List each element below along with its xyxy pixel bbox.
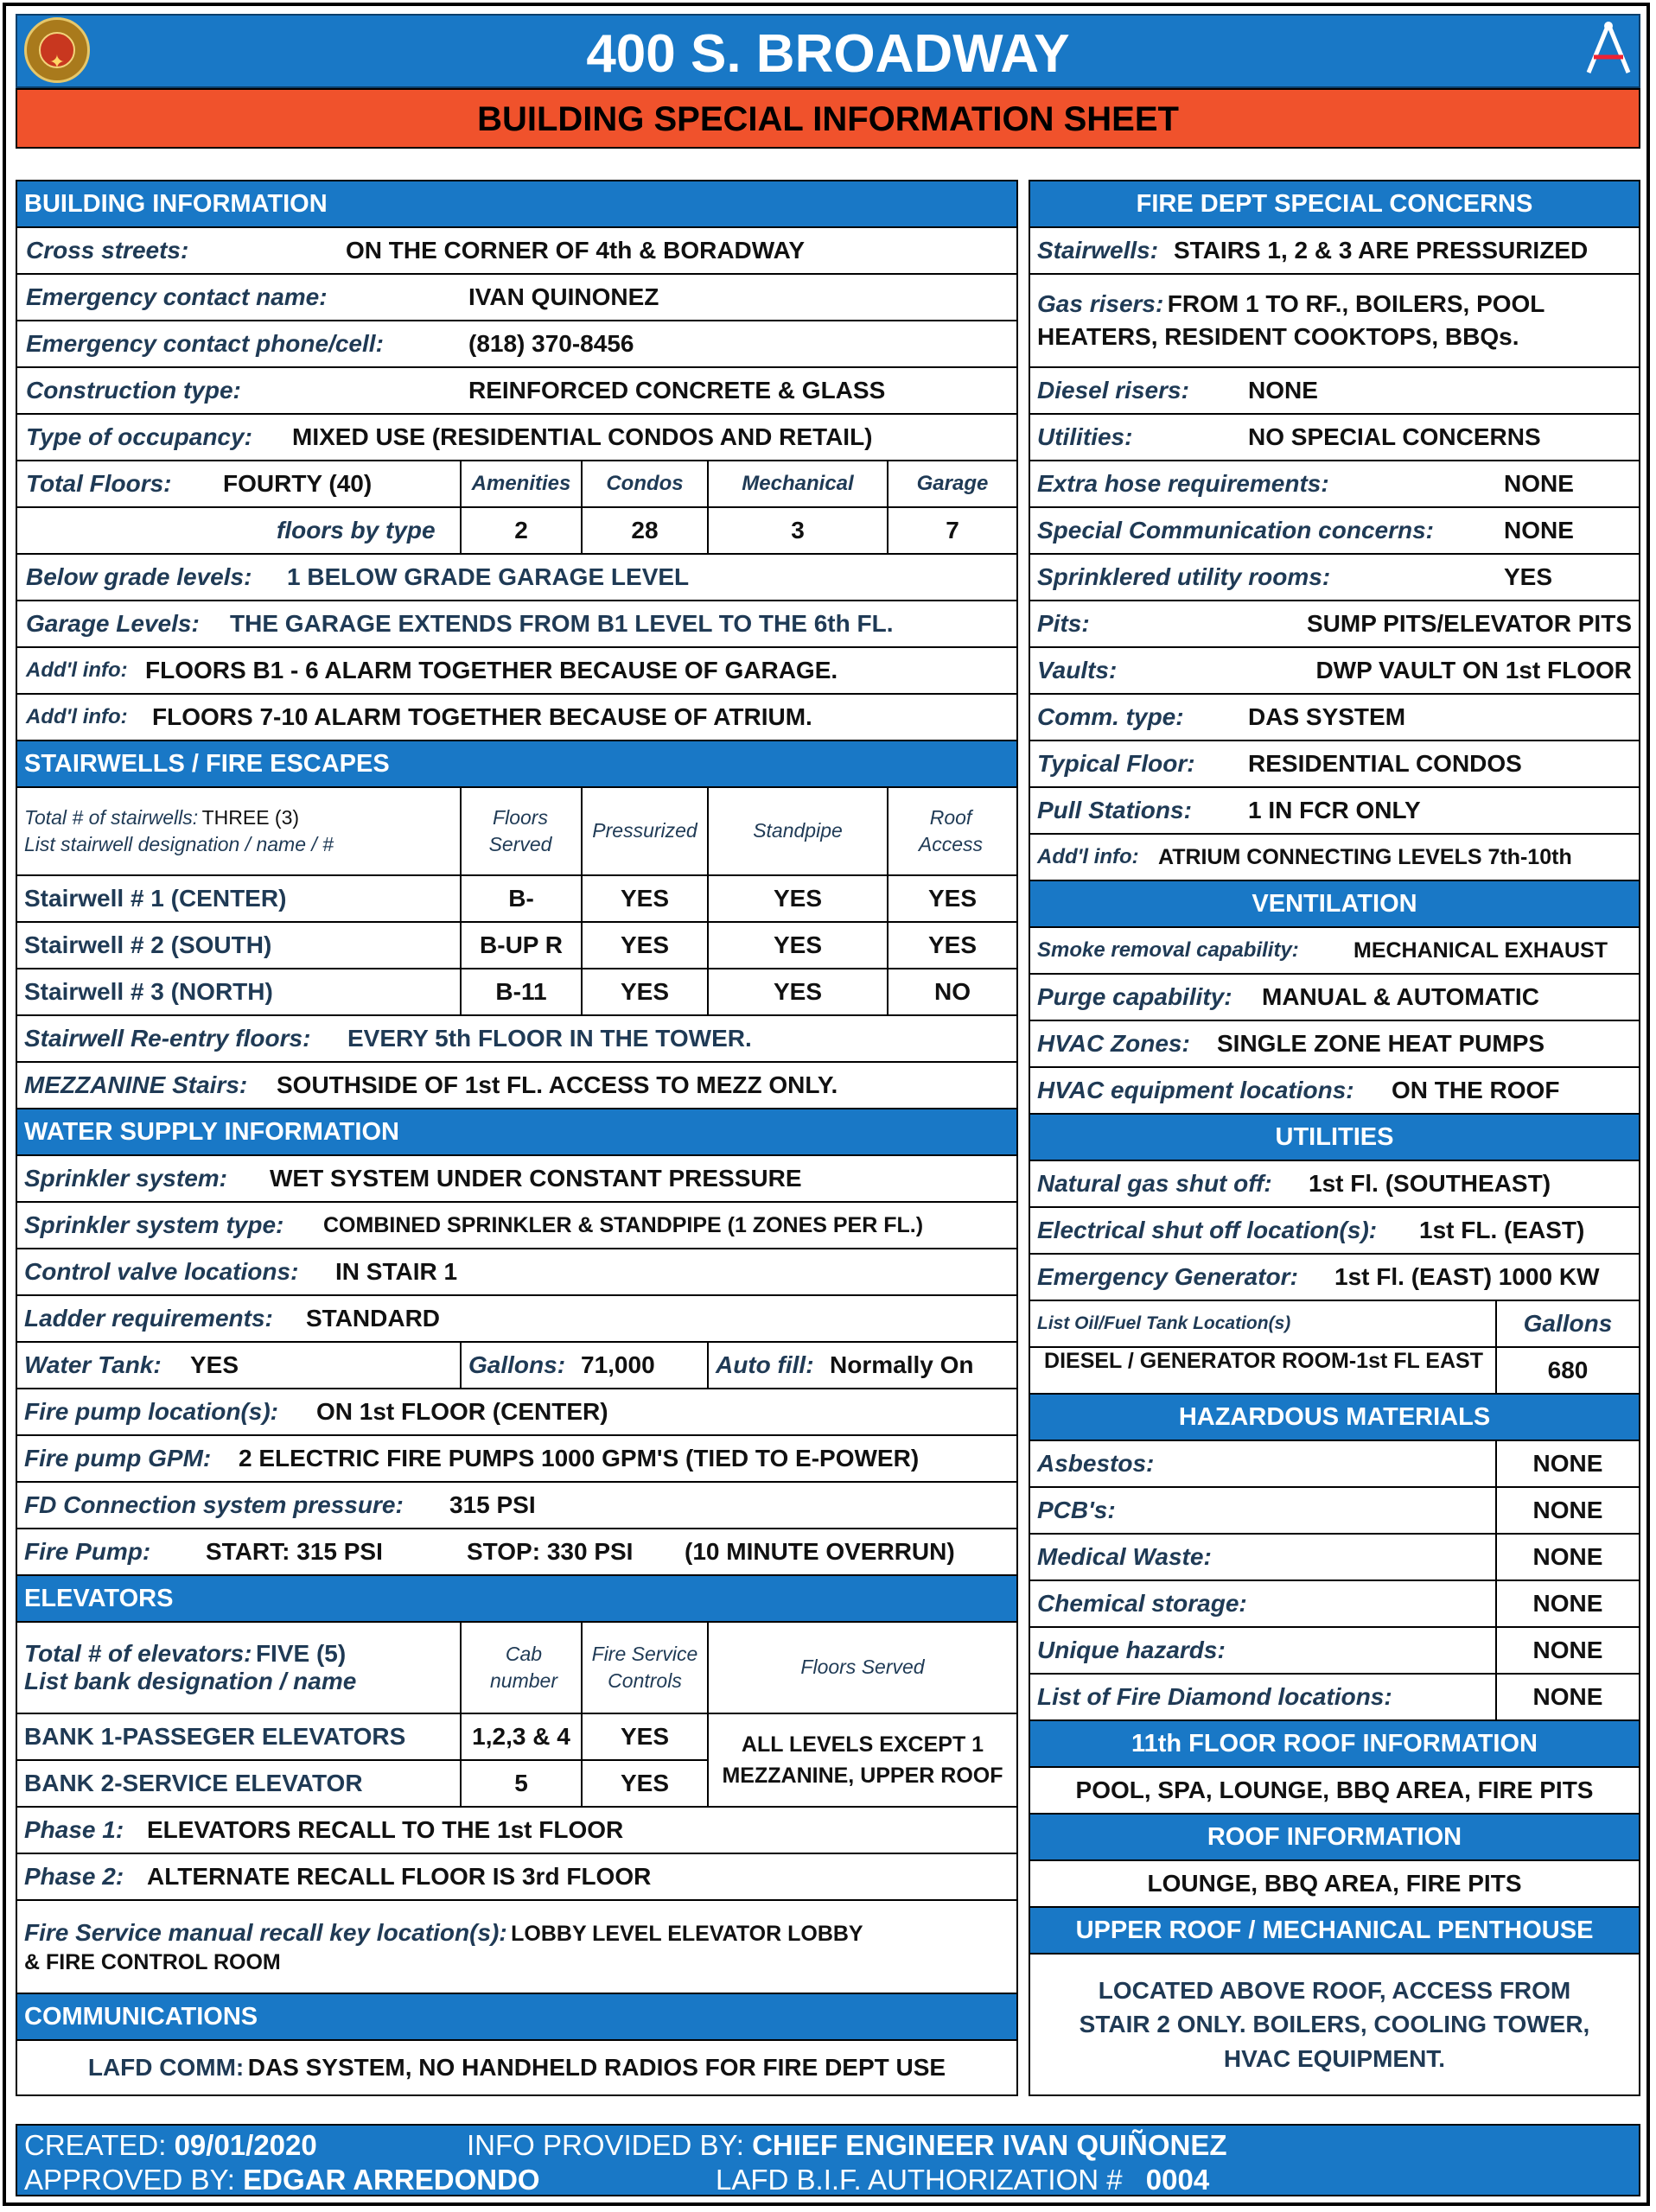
hazmat-row <box>1030 1581 1639 1628</box>
gas-shutoff-row <box>1030 1161 1639 1208</box>
label: Sprinkler system type: <box>24 1211 284 1238</box>
value: NONE <box>1532 1637 1603 1663</box>
garage-levels-row <box>17 601 1016 648</box>
section-utilities <box>1030 1115 1639 1161</box>
stairwell-row-3 <box>17 969 1016 1016</box>
section-11th-floor-roof <box>1030 1721 1639 1768</box>
sprinkler-row <box>17 1156 1016 1203</box>
vaults-row <box>1030 648 1639 695</box>
pressurized: YES <box>620 931 670 958</box>
label: HVAC equipment locations: <box>1037 1077 1354 1103</box>
fuel-tank-header-row <box>1030 1301 1639 1348</box>
start-value: START: 315 PSI <box>206 1538 383 1565</box>
label: Phase 1: <box>24 1816 124 1843</box>
hazmat-row <box>1030 1488 1639 1535</box>
hazmat-row <box>1030 1675 1639 1721</box>
mezzanine-row <box>17 1063 1016 1109</box>
label: Fire pump location(s): <box>24 1398 278 1425</box>
section-title: UPPER ROOF / MECHANICAL PENTHOUSE <box>1075 1916 1594 1944</box>
header-condos: Condos <box>606 472 684 495</box>
phase1-row <box>17 1808 1016 1854</box>
value-amenities: 2 <box>514 517 528 543</box>
pressurized: YES <box>620 885 670 912</box>
label: Gas risers: <box>1037 290 1164 317</box>
fire-tools-icon <box>1578 19 1639 81</box>
value: ATRIUM CONNECTING LEVELS 7th-10th <box>1158 844 1572 869</box>
section-ventilation <box>1030 881 1639 928</box>
value: ON 1st FLOOR (CENTER) <box>316 1398 608 1425</box>
value-mechanical: 3 <box>791 517 805 543</box>
label: Emergency Generator: <box>1037 1263 1298 1290</box>
label: Comm. type: <box>1037 703 1184 730</box>
label: Asbestos: <box>1037 1450 1155 1477</box>
value-line-3: HVAC EQUIPMENT. <box>1223 2044 1446 2072</box>
value: ON THE ROOF <box>1392 1077 1560 1103</box>
elevator-total-value: FIVE (5) <box>255 1640 347 1667</box>
value-line-1: LOCATED ABOVE ROOF, ACCESS FROM <box>1098 1977 1571 2005</box>
roof-row <box>1030 1861 1639 1908</box>
stairwell-list-label: List stairwell designation / name / # <box>24 833 334 855</box>
label: Unique hazards: <box>1037 1637 1226 1663</box>
gallons-header: Gallons <box>1523 1310 1613 1337</box>
construction-row <box>17 368 1016 415</box>
label: Pits: <box>1037 610 1090 637</box>
roof-access: YES <box>927 931 978 958</box>
value: NONE <box>1532 1543 1603 1570</box>
label: Water Tank: <box>24 1351 162 1378</box>
header-bar <box>16 14 1640 88</box>
standpipe: YES <box>773 978 823 1005</box>
pull-stations-row <box>1030 788 1639 835</box>
control-valve-row <box>17 1249 1016 1296</box>
value: LOUNGE, BBQ AREA, FIRE PITS <box>1147 1870 1522 1897</box>
value: MECHANICAL EXHAUST <box>1353 938 1608 963</box>
stairwell-name: Stairwell # 1 (CENTER) <box>24 885 287 912</box>
roof-access: YES <box>927 885 978 912</box>
value: 2 ELECTRIC FIRE PUMPS 1000 GPM'S (TIED TO E-POWER) <box>239 1445 920 1471</box>
cab-number: 5 <box>514 1770 528 1796</box>
smoke-removal-row <box>1030 928 1639 975</box>
approved-label: APPROVED BY: <box>24 2164 235 2196</box>
elevator-list-label: List bank designation / name <box>24 1668 357 1694</box>
label: Vaults: <box>1037 657 1118 683</box>
label: Add'l info: <box>26 658 128 682</box>
value: FOURTY (40) <box>223 470 373 497</box>
overrun-value: (10 MINUTE OVERRUN) <box>685 1538 955 1565</box>
11th-floor-row <box>1030 1768 1639 1815</box>
label: LAFD COMM: <box>87 2054 245 2081</box>
section-elevators <box>17 1576 1016 1623</box>
value-line-1: FROM 1 TO RF., BOILERS, POOL <box>1167 290 1545 317</box>
label: Stairwell Re-entry floors: <box>24 1025 311 1052</box>
value: REINFORCED CONCRETE & GLASS <box>468 377 886 404</box>
gas-risers-row <box>1030 275 1639 368</box>
section-title: VENTILATION <box>1252 889 1417 918</box>
fire-pump-row <box>17 1529 1016 1576</box>
fuel-tank-row <box>1030 1348 1639 1395</box>
label: Stairwells: <box>1037 237 1159 264</box>
section-title: HAZARDOUS MATERIALS <box>1178 1402 1491 1431</box>
value: WET SYSTEM UNDER CONSTANT PRESSURE <box>270 1165 802 1192</box>
value: MIXED USE (RESIDENTIAL CONDOS AND RETAIL) <box>292 423 873 450</box>
left-column <box>16 180 1018 2096</box>
value-garage: 7 <box>946 517 959 543</box>
fire-service-controls: YES <box>620 1770 670 1796</box>
value: FLOORS B1 - 6 ALARM TOGETHER BECAUSE OF GARAGE. <box>145 657 838 683</box>
elevator-floors-served: ALL LEVELS EXCEPT 1 MEZZANINE, UPPER ROOF <box>722 1732 1003 1788</box>
bank-name: BANK 2-SERVICE ELEVATOR <box>24 1770 363 1796</box>
value: DAS SYSTEM <box>1248 703 1406 730</box>
value-line-1: LOBBY LEVEL ELEVATOR LOBBY <box>511 1921 863 1946</box>
stairwell-name: Stairwell # 2 (SOUTH) <box>24 931 272 958</box>
emergency-phone-row <box>17 321 1016 368</box>
comm-type-row <box>1030 695 1639 741</box>
header-subtitle-bar <box>16 88 1640 149</box>
value-line-2: STAIR 2 ONLY. BOILERS, COOLING TOWER, <box>1079 2011 1590 2038</box>
auto-fill-label: Auto fill: <box>716 1351 814 1378</box>
standpipe: YES <box>773 885 823 912</box>
elevator-header-row <box>17 1623 1016 1714</box>
section-title: UTILITIES <box>1275 1122 1394 1151</box>
elevator-total-label: Total # of elevators: <box>24 1640 252 1667</box>
header-roof-access: Roof Access <box>918 805 984 855</box>
occupancy-row <box>17 415 1016 461</box>
auto-fill-value: Normally On <box>830 1351 974 1378</box>
below-grade-row <box>17 555 1016 601</box>
section-hazardous-materials <box>1030 1395 1639 1441</box>
upper-roof-row <box>1030 1955 1639 2094</box>
sprinkler-type-row <box>17 1203 1016 1249</box>
section-title: BUILDING INFORMATION <box>24 189 328 218</box>
label: Fire Pump: <box>24 1538 151 1565</box>
value: 1st FL. (EAST) <box>1419 1217 1585 1243</box>
value: SOUTHSIDE OF 1st FL. ACCESS TO MEZZ ONLY. <box>277 1071 838 1098</box>
section-title: STAIRWELLS / FIRE ESCAPES <box>24 749 390 778</box>
value: RESIDENTIAL CONDOS <box>1248 750 1522 777</box>
label: Emergency contact name: <box>26 283 328 310</box>
floors-served: B- <box>508 885 534 912</box>
stairwells-row <box>1030 228 1639 275</box>
addl-info-row-2 <box>17 695 1016 741</box>
value: IN STAIR 1 <box>335 1258 458 1285</box>
label: Sprinklered utility rooms: <box>1037 563 1331 590</box>
header-garage: Garage <box>916 472 989 495</box>
recall-key-row <box>17 1901 1016 1994</box>
fire-pump-location-row <box>17 1389 1016 1436</box>
value-condos: 28 <box>631 517 659 543</box>
label: floors by type <box>277 517 436 543</box>
value: NONE <box>1504 470 1574 497</box>
header-floors-served: Floors Served <box>488 805 552 855</box>
stairwell-header-row <box>17 788 1016 876</box>
label: Chemical storage: <box>1037 1590 1247 1617</box>
hvac-locations-row <box>1030 1068 1639 1115</box>
value: DAS SYSTEM, NO HANDHELD RADIOS FOR FIRE DEPT USE <box>247 2054 946 2081</box>
stop-value: STOP: 330 PSI <box>467 1538 634 1565</box>
lafd-seal-icon: ✦ <box>24 17 90 83</box>
label: Total Floors: <box>26 470 172 497</box>
header-standpipe: Standpipe <box>753 819 843 842</box>
water-tank-row <box>17 1343 1016 1389</box>
hazmat-row <box>1030 1441 1639 1488</box>
bank-name: BANK 1-PASSEGER ELEVATORS <box>24 1723 406 1750</box>
value: ELEVATORS RECALL TO THE 1st FLOOR <box>147 1816 624 1843</box>
label: FD Connection system pressure: <box>24 1491 404 1518</box>
stairwell-row-2 <box>17 923 1016 969</box>
section-building-information <box>17 181 1016 228</box>
label: Diesel risers: <box>1037 377 1189 404</box>
floors-by-type-row <box>17 508 1016 555</box>
approved-value: EDGAR ARREDONDO <box>243 2164 540 2196</box>
value: NONE <box>1504 517 1574 543</box>
label: Pull Stations: <box>1037 797 1192 823</box>
value: IVAN QUINONEZ <box>468 283 659 310</box>
electrical-shutoff-row <box>1030 1208 1639 1255</box>
value: MANUAL & AUTOMATIC <box>1262 983 1539 1010</box>
utilities-row <box>1030 415 1639 461</box>
label: Extra hose requirements: <box>1037 470 1329 497</box>
section-communications <box>17 1994 1016 2041</box>
value: NONE <box>1532 1683 1603 1710</box>
value: STAIRS 1, 2 & 3 ARE PRESSURIZED <box>1174 237 1589 264</box>
floors-served: B-11 <box>495 978 547 1005</box>
label: Emergency contact phone/cell: <box>26 330 384 357</box>
section-stairwells <box>17 741 1016 788</box>
tank-gallons: 680 <box>1547 1357 1589 1383</box>
created-label: CREATED: <box>24 2129 167 2161</box>
gallons-value: 71,000 <box>581 1351 655 1378</box>
value: ON THE CORNER OF 4th & BORADWAY <box>346 237 805 264</box>
label: Control valve locations: <box>24 1258 299 1285</box>
provided-value: CHIEF ENGINEER IVAN QUIÑONEZ <box>752 2129 1227 2161</box>
section-title: COMMUNICATIONS <box>24 2002 258 2031</box>
comm-concerns-row <box>1030 508 1639 555</box>
gallons-label: Gallons: <box>468 1351 566 1378</box>
value: DWP VAULT ON 1st FLOOR <box>1315 657 1632 683</box>
label: Add'l info: <box>1037 845 1139 868</box>
header-floors-served: Floors Served <box>800 1656 925 1679</box>
value: NONE <box>1248 377 1318 404</box>
header-cab-number: Cab number <box>490 1642 557 1692</box>
tank-location: DIESEL / GENERATOR ROOM-1st FL EAST <box>1044 1349 1483 1373</box>
communications-row <box>17 2041 1016 2094</box>
ladder-row <box>17 1296 1016 1343</box>
diesel-risers-row <box>1030 368 1639 415</box>
section-title: ELEVATORS <box>24 1584 174 1612</box>
label: Below grade levels: <box>26 563 252 590</box>
value: SINGLE ZONE HEAT PUMPS <box>1217 1030 1545 1057</box>
addl-info-row <box>1030 835 1639 881</box>
value: 1 IN FCR ONLY <box>1248 797 1421 823</box>
value: THE GARAGE EXTENDS FROM B1 LEVEL TO THE 6th FL. <box>230 610 894 637</box>
fire-pump-gpm-row <box>17 1436 1016 1483</box>
value: NONE <box>1532 1590 1603 1617</box>
section-title: 11th FLOOR ROOF INFORMATION <box>1131 1729 1538 1758</box>
page-subtitle: BUILDING SPECIAL INFORMATION SHEET <box>477 100 1179 138</box>
authorization-value: 0004 <box>1145 2164 1210 2196</box>
cross-streets-row <box>17 228 1016 275</box>
reentry-row <box>17 1016 1016 1063</box>
hazmat-row <box>1030 1535 1639 1581</box>
footer-bar <box>16 2124 1640 2196</box>
label: Ladder requirements: <box>24 1305 273 1332</box>
floors-served: B-UP R <box>480 931 563 958</box>
label: Sprinkler system: <box>24 1165 227 1192</box>
label: Add'l info: <box>26 705 128 728</box>
label: Smoke removal capability: <box>1037 938 1299 962</box>
value: ALTERNATE RECALL FLOOR IS 3rd FLOOR <box>147 1863 652 1890</box>
total-floors-row <box>17 461 1016 508</box>
stairwell-total-value: THREE (3) <box>201 805 300 829</box>
purge-row <box>1030 975 1639 1021</box>
label: HVAC Zones: <box>1037 1030 1190 1057</box>
stairwell-name: Stairwell # 3 (NORTH) <box>24 978 273 1005</box>
cab-number: 1,2,3 & 4 <box>472 1723 570 1750</box>
right-column <box>1029 180 1640 2096</box>
value: 1 BELOW GRADE GARAGE LEVEL <box>287 563 690 590</box>
label: MEZZANINE Stairs: <box>24 1071 248 1098</box>
value: FLOORS 7-10 ALARM TOGETHER BECAUSE OF ATRIUM. <box>152 703 812 730</box>
label: Fire Service manual recall key location(s): <box>24 1918 507 1946</box>
header-pressurized: Pressurized <box>592 819 697 842</box>
header-fire-service-controls: Fire Service Controls <box>591 1642 698 1692</box>
section-upper-roof <box>1030 1908 1639 1955</box>
generator-row <box>1030 1255 1639 1301</box>
stairwell-total-label: Total # of stairwells: <box>24 805 199 829</box>
label: Utilities: <box>1037 423 1133 450</box>
value: (818) 370-8456 <box>468 330 634 357</box>
section-roof-information <box>1030 1815 1639 1861</box>
label: Phase 2: <box>24 1863 124 1890</box>
label: PCB's: <box>1037 1497 1116 1523</box>
value: SUMP PITS/ELEVATOR PITS <box>1307 610 1632 637</box>
value: 1st Fl. (SOUTHEAST) <box>1309 1170 1551 1197</box>
label: Construction type: <box>26 377 241 404</box>
provided-label: INFO PROVIDED BY: <box>467 2129 744 2161</box>
header-mechanical: Mechanical <box>742 472 854 495</box>
created-value: 09/01/2020 <box>174 2129 317 2161</box>
extra-hose-row <box>1030 461 1639 508</box>
label: Typical Floor: <box>1037 750 1195 777</box>
value: NONE <box>1532 1450 1603 1477</box>
section-title: WATER SUPPLY INFORMATION <box>24 1117 399 1146</box>
section-title: FIRE DEPT SPECIAL CONCERNS <box>1136 189 1533 218</box>
value: YES <box>1504 563 1553 590</box>
section-title: ROOF INFORMATION <box>1207 1822 1462 1851</box>
fd-connection-row <box>17 1483 1016 1529</box>
value: POOL, SPA, LOUNGE, BBQ AREA, FIRE PITS <box>1075 1777 1594 1803</box>
label: Special Communication concerns: <box>1037 517 1434 543</box>
label: Natural gas shut off: <box>1037 1170 1272 1197</box>
hazmat-row <box>1030 1628 1639 1675</box>
stairwell-row-1 <box>17 876 1016 923</box>
label: Electrical shut off location(s): <box>1037 1217 1378 1243</box>
label: List Oil/Fuel Tank Location(s) <box>1037 1313 1291 1333</box>
pressurized: YES <box>620 978 670 1005</box>
section-water-supply <box>17 1109 1016 1156</box>
authorization-label: LAFD B.I.F. AUTHORIZATION # <box>716 2164 1123 2196</box>
header-amenities: Amenities <box>471 472 571 495</box>
value: 1st Fl. (EAST) 1000 KW <box>1334 1263 1600 1290</box>
value-line-2: & FIRE CONTROL ROOM <box>24 1949 281 1974</box>
standpipe: YES <box>773 931 823 958</box>
emergency-name-row <box>17 275 1016 321</box>
pits-row <box>1030 601 1639 648</box>
label: Purge capability: <box>1037 983 1232 1010</box>
typical-floor-row <box>1030 741 1639 788</box>
phase2-row <box>17 1854 1016 1901</box>
value: YES <box>190 1351 239 1378</box>
label: Medical Waste: <box>1037 1543 1212 1570</box>
label: Cross streets: <box>26 237 189 264</box>
page-title: 400 S. BROADWAY <box>586 24 1070 84</box>
value-line-2: HEATERS, RESIDENT COOKTOPS, BBQs. <box>1037 323 1519 350</box>
label: List of Fire Diamond locations: <box>1037 1683 1392 1710</box>
label: Fire pump GPM: <box>24 1445 212 1471</box>
value: COMBINED SPRINKLER & STANDPIPE (1 ZONES PER FL.) <box>323 1212 924 1237</box>
value: STANDARD <box>306 1305 441 1332</box>
value: EVERY 5th FLOOR IN THE TOWER. <box>347 1025 752 1052</box>
roof-access: NO <box>934 978 971 1005</box>
value: NONE <box>1532 1497 1603 1523</box>
value: NO SPECIAL CONCERNS <box>1248 423 1541 450</box>
hvac-zones-row <box>1030 1021 1639 1068</box>
label: Type of occupancy: <box>26 423 252 450</box>
section-special-concerns <box>1030 181 1639 228</box>
value: 315 PSI <box>449 1491 536 1518</box>
sprinklered-rooms-row <box>1030 555 1639 601</box>
fire-service-controls: YES <box>620 1723 670 1750</box>
label: Garage Levels: <box>26 610 200 637</box>
addl-info-row-1 <box>17 648 1016 695</box>
